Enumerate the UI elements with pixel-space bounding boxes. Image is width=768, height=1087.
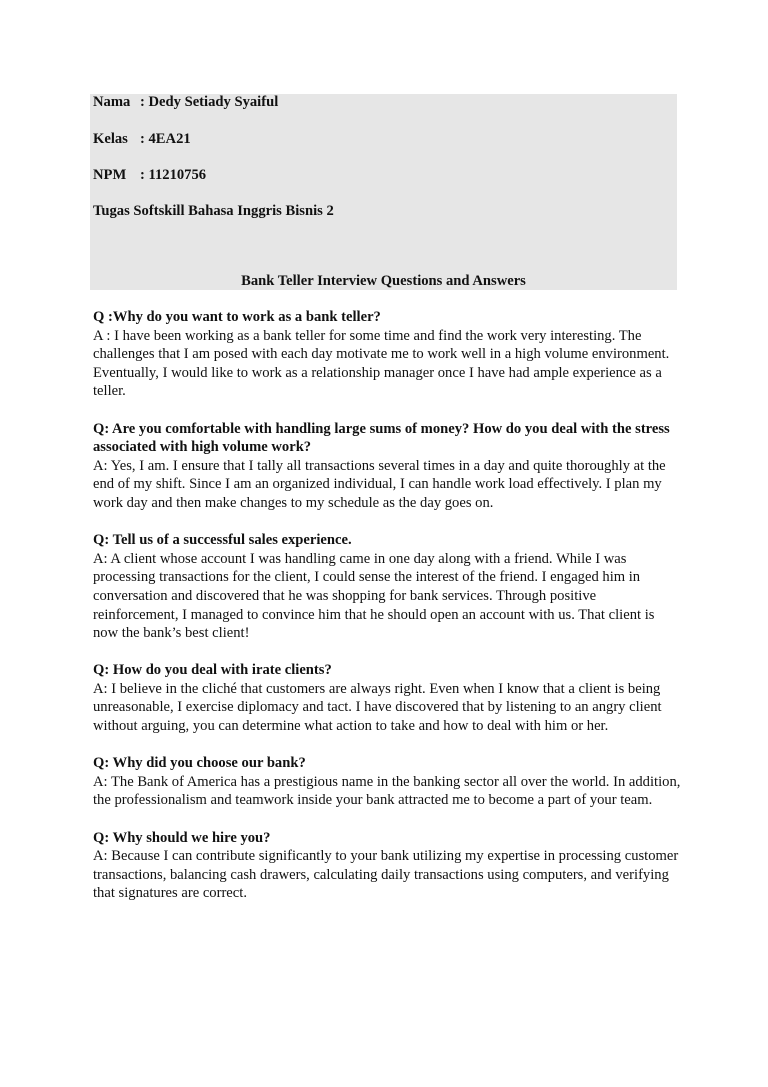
student-npm-value: : 11210756 <box>140 167 207 183</box>
student-class-label: Kelas <box>93 131 128 147</box>
student-npm-line <box>93 166 206 184</box>
student-name-label: Nama <box>93 94 131 110</box>
qa-item <box>93 531 683 643</box>
qa-item <box>93 661 683 735</box>
task-title: Tugas Softskill Bahasa Inggris Bisnis 2 <box>93 203 334 219</box>
answer-text: A: I believe in the cliché that customers are always right. Even when I know that a client is being unreasonable, I exercise diplomacy and tact. I have discovered that by listening to an angry client without arguing, you can determine what action to take and how to deal with him or her. <box>93 680 662 735</box>
question-text: Q: Why did you choose our bank? <box>93 755 306 772</box>
question-text: Q :Why do you want to work as a bank teller? <box>93 309 381 325</box>
qa-list <box>93 308 683 922</box>
question-text: Q: Tell us of a successful sales experience. <box>93 532 352 549</box>
qa-item <box>93 420 683 513</box>
student-name-line <box>93 93 278 111</box>
qa-item <box>93 829 683 903</box>
answer-text: A: Yes, I am. I ensure that I tally all transactions several times in a day and quite thoroughly at the end of my shift. Since I am an organized individual, I can handle work load effectively. I plan my work day and then make changes to my schedule as the day goes on. <box>93 457 666 511</box>
answer-text: A: The Bank of America has a prestigious name in the banking sector all over the world. In addition, the professionalism and teamwork inside your bank attracted me to become a part of your team. <box>93 773 681 809</box>
student-npm-label: NPM <box>93 167 127 183</box>
question-text: Q: Are you comfortable with handling large sums of money? How do you deal with the stress associated with high volume work? <box>93 420 670 456</box>
answer-text: A: A client whose account I was handling came in one day along with a friend. While I was processing transactions for the client, I could sense the interest of the friend. I engaged him in conversation and discovered that he was shopping for bank services. Through positive reinforcement, I managed to convince him that he should open an account with us. That client is now the bank’s best client! <box>93 550 655 642</box>
document-title: Bank Teller Interview Questions and Answers <box>241 273 526 289</box>
qa-item <box>93 308 683 401</box>
question-text: Q: Why should we hire you? <box>93 829 271 846</box>
answer-text: A: Because I can contribute significantly to your bank utilizing my expertise in processing customer transactions, balancing cash drawers, calculating daily transactions using computers, and verifying that signatures are correct. <box>93 848 679 902</box>
header-shaded-block <box>90 94 677 290</box>
student-name-value: : Dedy Setiady Syaiful <box>140 94 279 110</box>
qa-item <box>93 754 683 810</box>
question-text: Q: How do you deal with irate clients? <box>93 662 332 679</box>
student-class-value: : 4EA21 <box>140 131 191 147</box>
student-class-line <box>93 130 191 148</box>
answer-text: A : I have been working as a bank teller for some time and find the work very interesting. The challenges that I am posed with each day motivate me to work well in a high volume environment. Eventually, I would like to work as a relationship manager once I have had ample experience as a teller. <box>93 327 670 400</box>
